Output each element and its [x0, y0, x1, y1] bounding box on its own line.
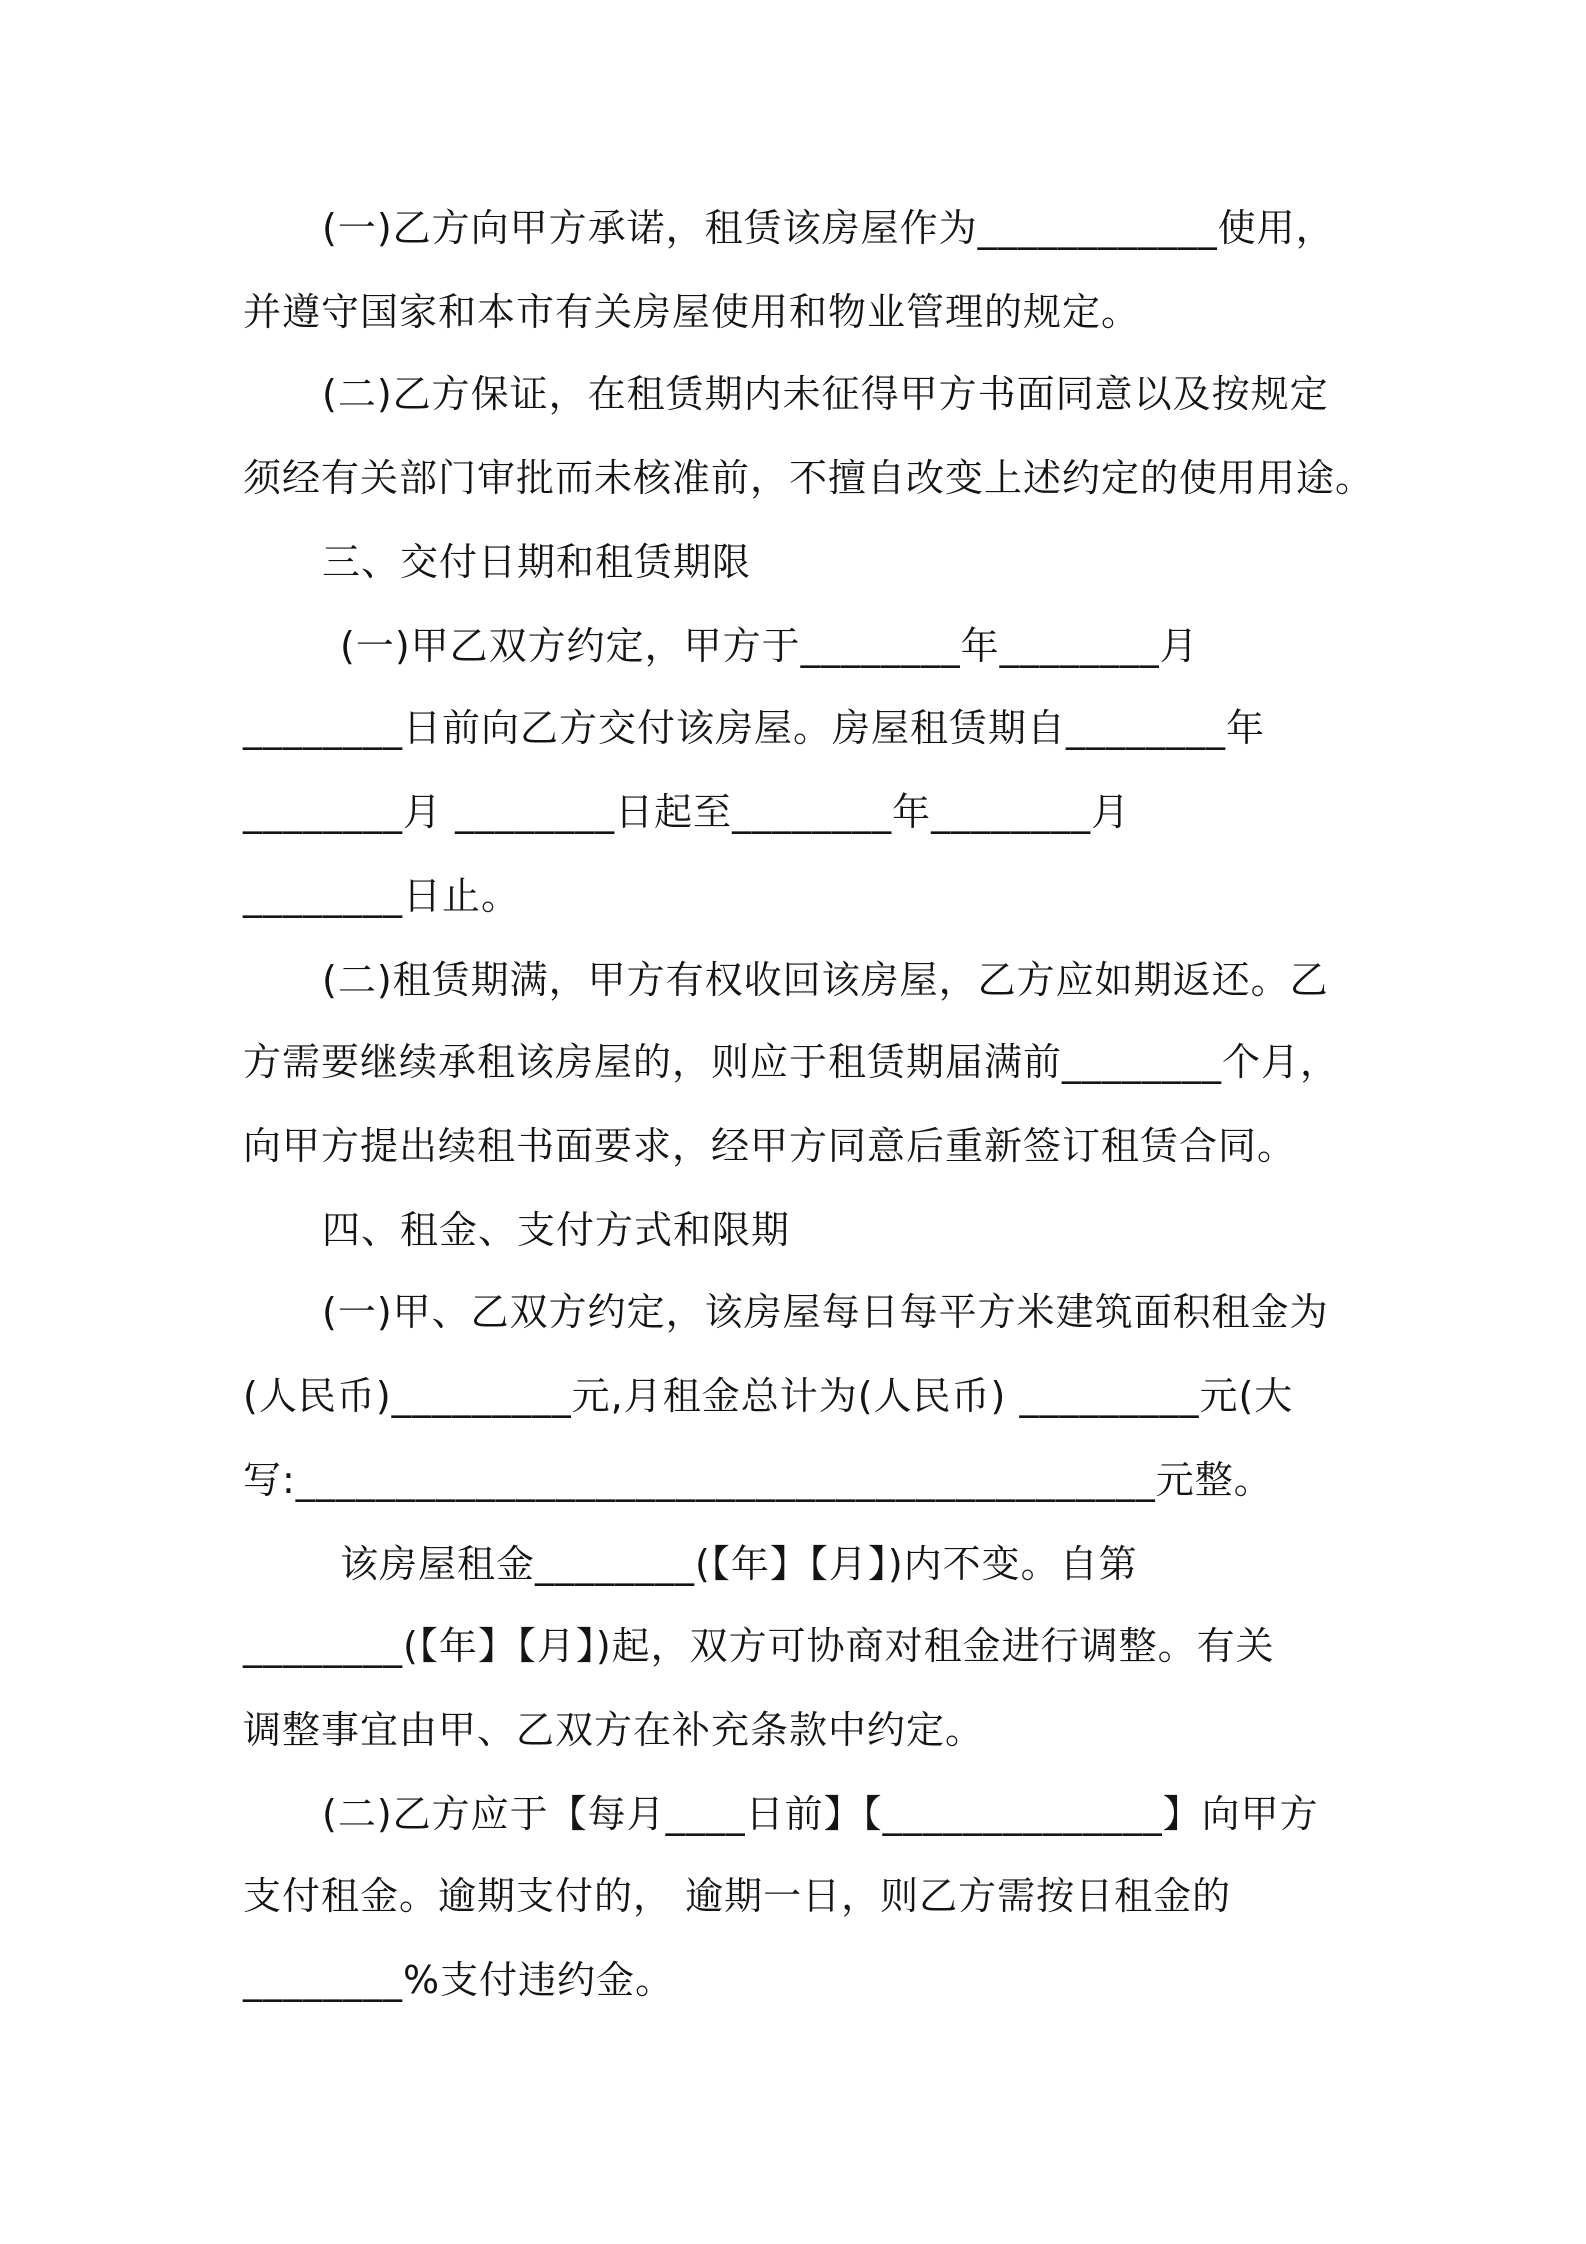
- paragraph-line: (一)甲、乙双方约定，该房屋每日每平方米建筑面积租金为: [322, 1290, 1329, 1334]
- paragraph-line: 并遵守国家和本市有关房屋使用和物业管理的规定。: [243, 290, 1141, 334]
- paragraph-line: (二)乙方应于【每月____日前】【______________】向甲方: [322, 1792, 1319, 1836]
- paragraph-line: 须经有关部门审批而未核准前，不擅自改变上述约定的使用用途。: [243, 456, 1375, 500]
- paragraph-line: (一)甲乙双方约定，甲方于________年________月: [340, 624, 1199, 668]
- paragraph-line: (一)乙方向甲方承诺，租赁该房屋作为____________使用，: [322, 206, 1335, 250]
- paragraph-line: ________月 ________日起至________年________月: [243, 790, 1131, 834]
- paragraph-line: 支付租金。逾期支付的， 逾期一日，则乙方需按日租金的: [243, 1874, 1232, 1918]
- paragraph-line: (二)租赁期满，甲方有权收回该房屋，乙方应如期返还。乙: [322, 958, 1329, 1002]
- paragraph-line: ________%支付违约金。: [243, 1958, 675, 2002]
- section-heading: 四、租金、支付方式和限期: [322, 1208, 791, 1252]
- paragraph-line: (二)乙方保证，在租赁期内未征得甲方书面同意以及按规定: [322, 372, 1329, 416]
- paragraph-line: 方需要继续承租该房屋的，则应于租赁期届满前________个月，: [243, 1040, 1340, 1084]
- paragraph-line: ________日前向乙方交付该房屋。房屋租赁期自________年: [243, 706, 1266, 750]
- paragraph-line: (人民币)_________元,月租金总计为(人民币) _________元(大: [243, 1374, 1294, 1418]
- paragraph-line: ________日止。: [243, 874, 521, 918]
- paragraph-line: 写:___________________________________________元整。: [243, 1458, 1273, 1502]
- paragraph-line: 该房屋租金________(【年】【月】)内不变。自第: [340, 1542, 1138, 1586]
- paragraph-line: 向甲方提出续租书面要求，经甲方同意后重新签订租赁合同。: [243, 1124, 1297, 1168]
- paragraph-line: 调整事宜由甲、乙双方在补充条款中约定。: [243, 1708, 985, 1752]
- paragraph-line: ________(【年】【月】)起，双方可协商对租金进行调整。有关: [243, 1624, 1275, 1668]
- section-heading: 三、交付日期和租赁期限: [322, 540, 752, 584]
